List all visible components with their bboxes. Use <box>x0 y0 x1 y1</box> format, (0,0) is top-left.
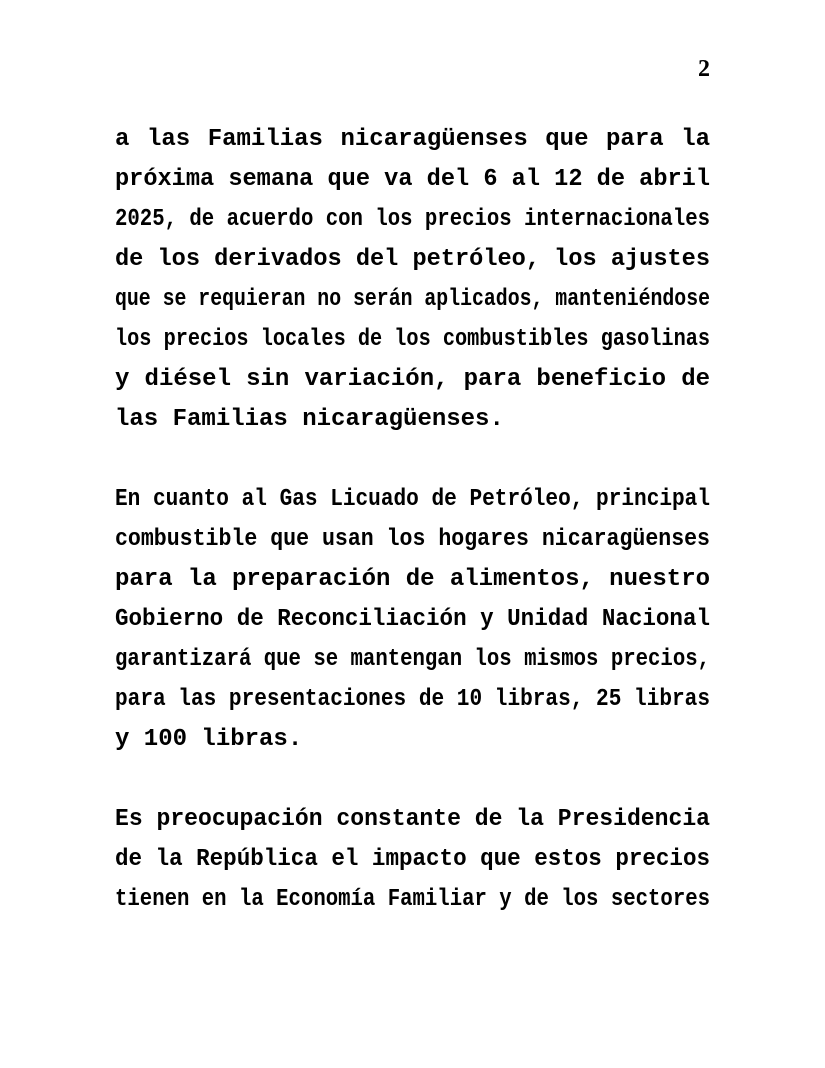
text-line <box>115 120 710 160</box>
text-line <box>115 400 710 440</box>
document-body <box>115 120 710 960</box>
text-line <box>115 280 710 320</box>
text-line-content: de los derivados del petróleo, los ajustes <box>115 246 710 273</box>
text-line-content: a las Familias nicaragüenses que para la <box>115 126 710 153</box>
text-line <box>115 520 710 560</box>
text-line-content: las Familias nicaragüenses. <box>115 406 504 433</box>
text-line-content: para las presentaciones de 10 libras, 25 libras <box>115 686 710 713</box>
text-line <box>115 240 710 280</box>
text-line <box>115 840 710 880</box>
text-line-content: los precios locales de los combustibles gasolinas <box>115 326 710 353</box>
text-line-content: para la preparación de alimentos, nuestro <box>115 566 710 593</box>
text-line-content: 2025, de acuerdo con los precios internacionales <box>115 206 710 233</box>
text-line <box>115 160 710 200</box>
text-line <box>115 480 710 520</box>
text-line-content: combustible que usan los hogares nicaragüenses <box>115 526 710 553</box>
text-line <box>115 720 710 760</box>
text-line <box>115 880 710 920</box>
text-line-content: que se requieran no serán aplicados, manteniéndose <box>115 286 710 313</box>
text-line-content: Es preocupación constante de la Presidencia <box>115 806 710 833</box>
text-line <box>115 560 710 600</box>
paragraph-3 <box>115 800 710 920</box>
text-line-content: y 100 libras. <box>115 726 303 753</box>
text-line-content: de la República el impacto que estos precios <box>115 846 710 873</box>
text-line <box>115 200 710 240</box>
text-line-content: próxima semana que va del 6 al 12 de abril <box>115 166 710 193</box>
text-line-content: Gobierno de Reconciliación y Unidad Nacional <box>115 606 710 633</box>
text-line <box>115 320 710 360</box>
text-line-content: garantizará que se mantengan los mismos precios, <box>115 646 710 673</box>
text-line-content: En cuanto al Gas Licuado de Petróleo, principal <box>115 486 710 513</box>
text-line <box>115 800 710 840</box>
text-line-content: y diésel sin variación, para beneficio de <box>115 366 710 393</box>
paragraph-2 <box>115 480 710 760</box>
paragraph-1 <box>115 120 710 440</box>
text-line <box>115 360 710 400</box>
page-number: 2 <box>698 56 710 82</box>
text-line <box>115 640 710 680</box>
text-line-content: tienen en la Economía Familiar y de los sectores <box>115 886 710 913</box>
text-line <box>115 680 710 720</box>
text-line <box>115 600 710 640</box>
